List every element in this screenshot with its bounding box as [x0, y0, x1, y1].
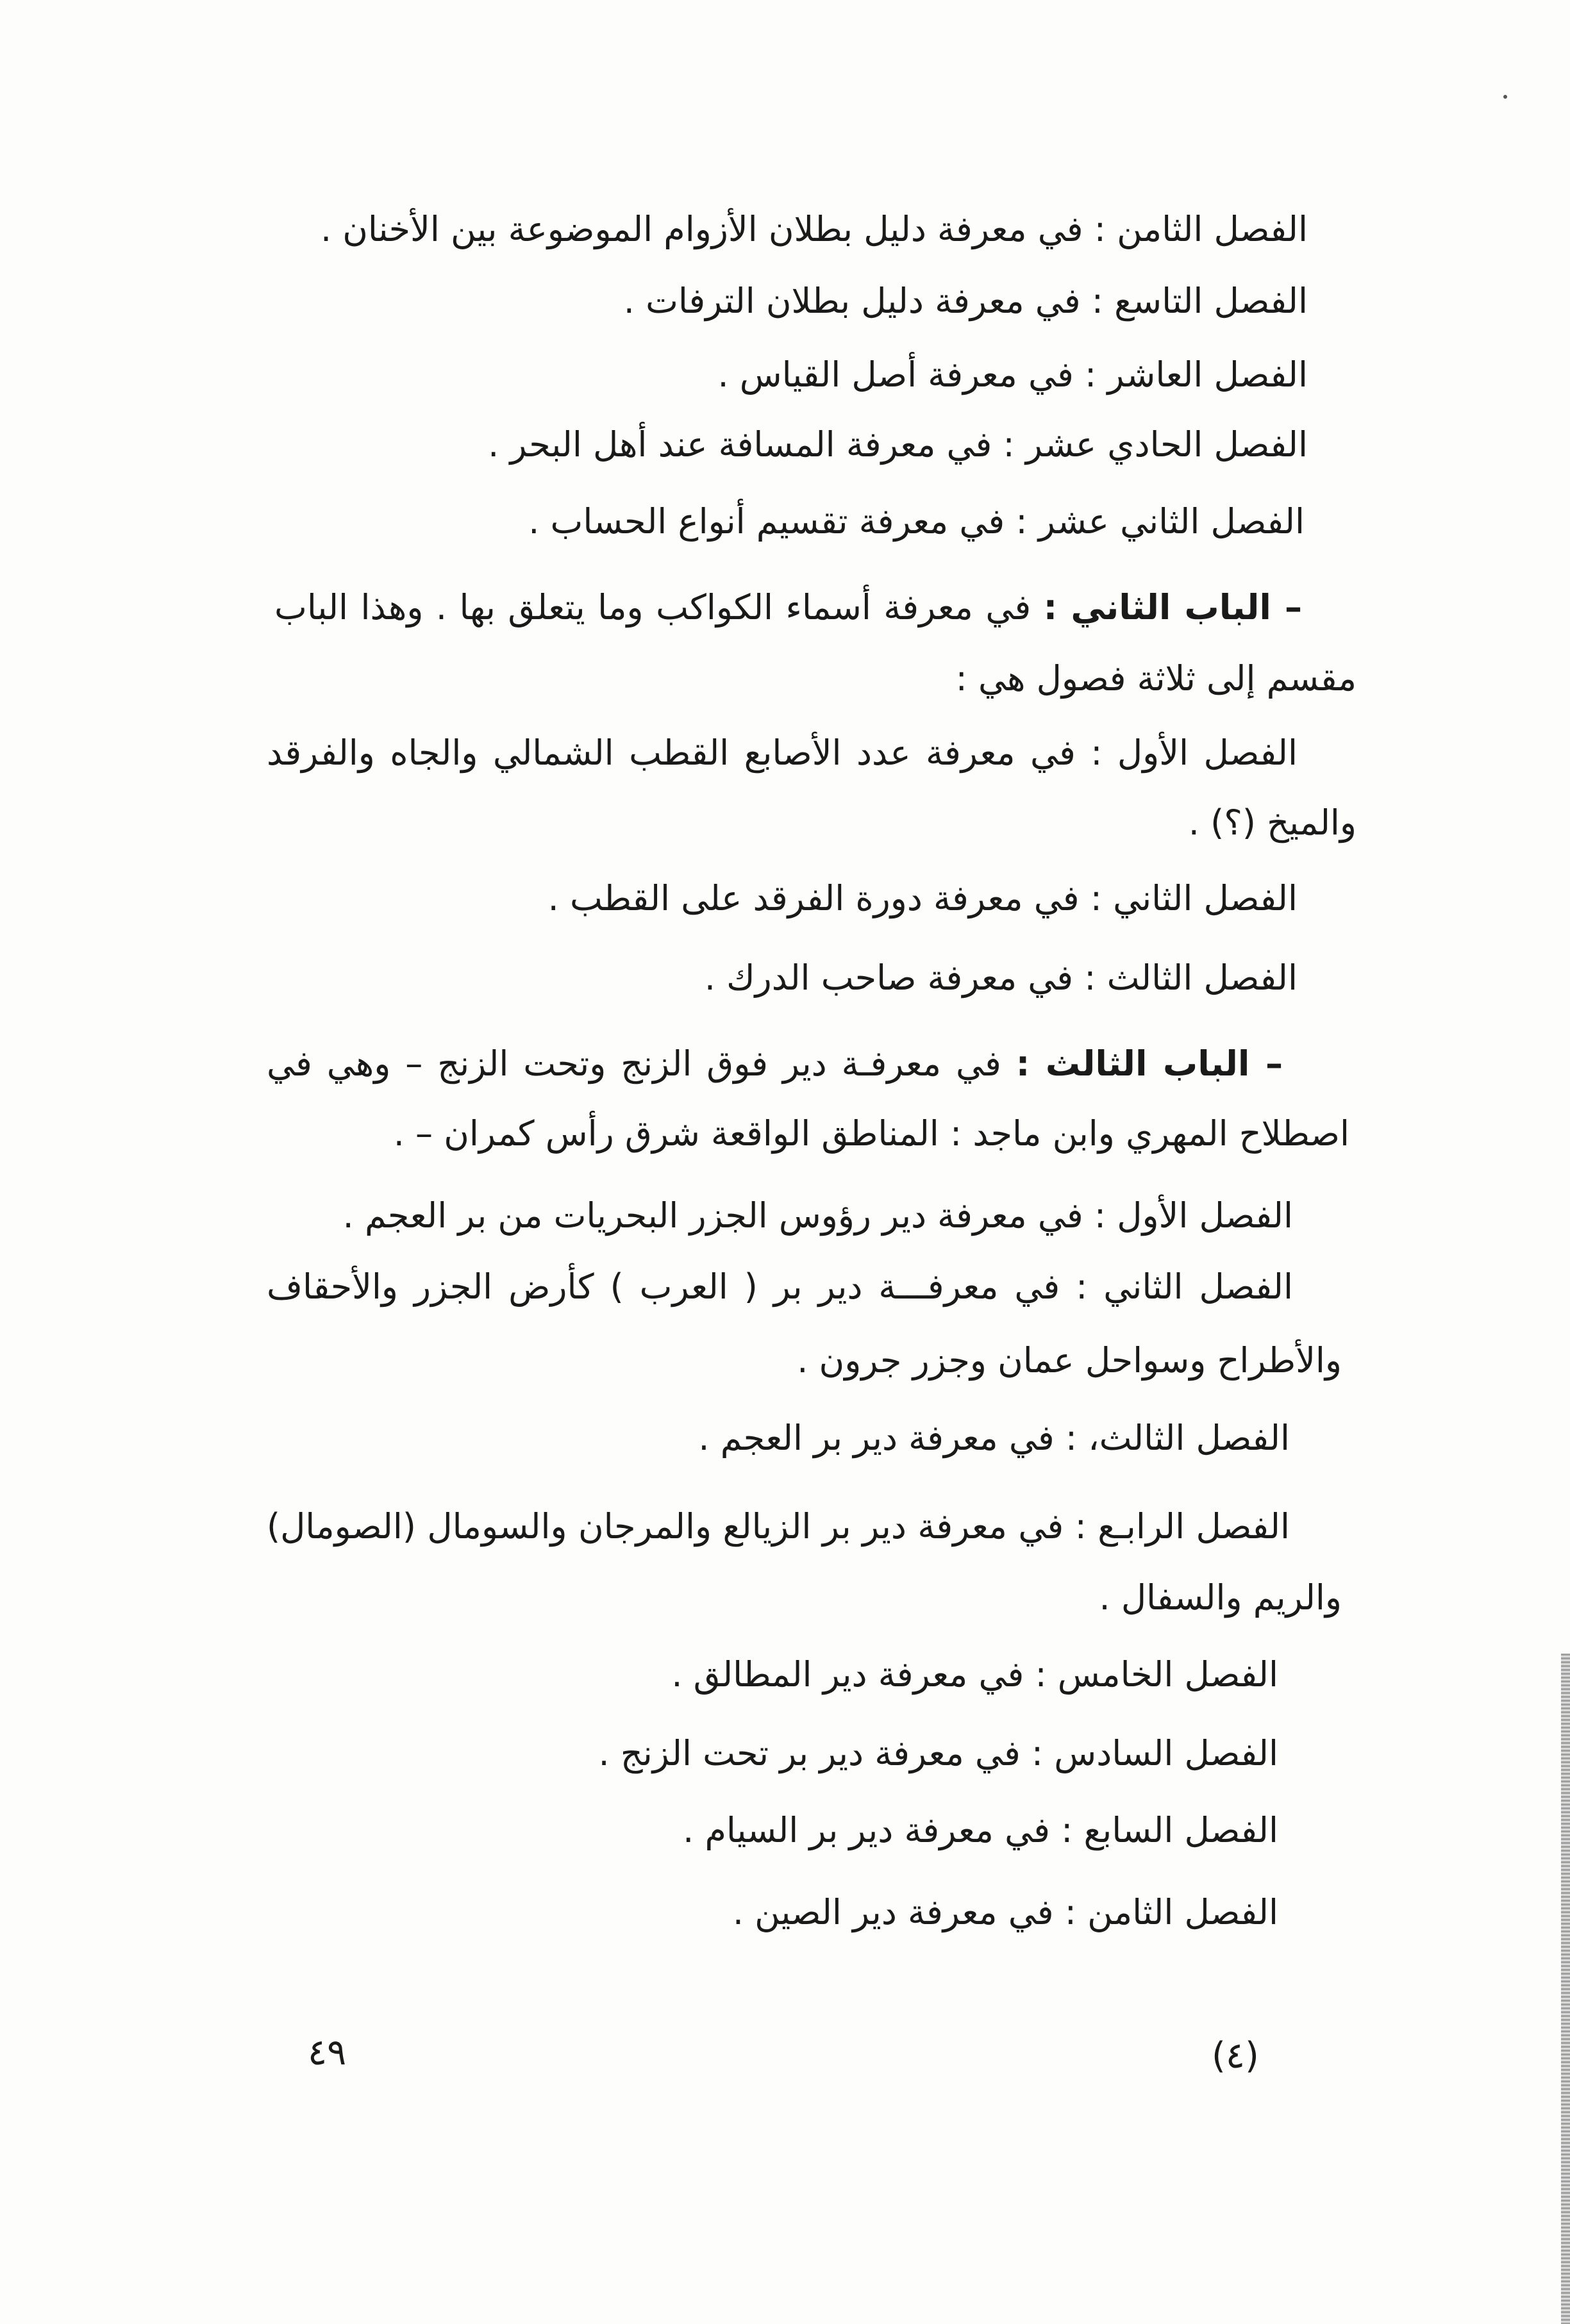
text-line: الفصل الثاني : في معرفة دورة الفرقد على القطب .: [547, 878, 1298, 918]
text-line: الفصل السادس : في معرفة دير بر تحت الزنج .: [598, 1733, 1278, 1773]
text-line: اصطلاح المهري وابن ماجد : المناطق الواقعة شرق رأس كمران – .: [393, 1113, 1349, 1154]
text-line: الفصل الثالث : في معرفة صاحب الدرك .: [704, 958, 1298, 998]
text-line: الفصل السابع : في معرفة دير بر السيام .: [683, 1810, 1278, 1850]
text-line: الفصل الثامن : في معرفة دليل بطلان الأزوام الموضوعة بين الأخنان .: [320, 209, 1308, 249]
page-number: ٤٩: [308, 2032, 347, 2073]
text-line: الفصل الرابـع : في معرفة دير بر الزيالع والمرجان والسومال (الصومال): [267, 1506, 1290, 1547]
section-title: – الباب الثالث :: [1015, 1043, 1283, 1084]
signature-mark: (٤): [1212, 2035, 1259, 2077]
text-line: والريم والسفال .: [1099, 1577, 1342, 1618]
scan-edge-shadow: [1561, 1654, 1570, 2324]
section-text: في معرفة أسماء الكواكب وما يتعلق بها . وهذا الباب: [274, 587, 1031, 627]
section-heading-bab-3: [267, 1038, 1283, 1090]
text-line: الفصل العاشر : في معرفة أصل القياس .: [717, 354, 1308, 395]
text-line: والأطراح وسواحل عمان وجزر جرون .: [797, 1340, 1342, 1381]
text-line: الفصل الثامن : في معرفة دير الصين .: [732, 1892, 1278, 1932]
text-line: الفصل الثاني عشر : في معرفة تقسيم أنواع الحساب .: [528, 501, 1305, 542]
text-line: الفصل الثاني : في معرفـــة دير بر ( العرب ) كأرض الجزر والأحقاف: [267, 1266, 1293, 1307]
text-line: الفصل التاسع : في معرفة دليل بطلان الترفات .: [623, 281, 1308, 321]
section-text: في معرفـة دير فوق الزنج وتحت الزنج – وهي في: [267, 1043, 1001, 1084]
text-line: مقسم إلى ثلاثة فصول هي :: [955, 658, 1357, 699]
text-line: الفصل الخامس : في معرفة دير المطالق .: [671, 1654, 1278, 1695]
text-line: الفصل الأول : في معرفة دير رؤوس الجزر البحريات من بر العجم .: [342, 1195, 1293, 1236]
section-heading-bab-2: [274, 582, 1302, 633]
text-line: والميخ (؟) .: [1188, 802, 1357, 843]
text-line: الفصل الأول : في معرفة عدد الأصابع القطب الشمالي والجاه والفرقد: [267, 733, 1298, 773]
section-title: – الباب الثاني :: [1043, 587, 1302, 627]
text-line: الفصل الثالث، : في معرفة دير بر العجم .: [698, 1418, 1290, 1458]
scan-speck: [1503, 95, 1507, 99]
text-line: الفصل الحادي عشر : في معرفة المسافة عند أهل البحر .: [488, 424, 1308, 465]
